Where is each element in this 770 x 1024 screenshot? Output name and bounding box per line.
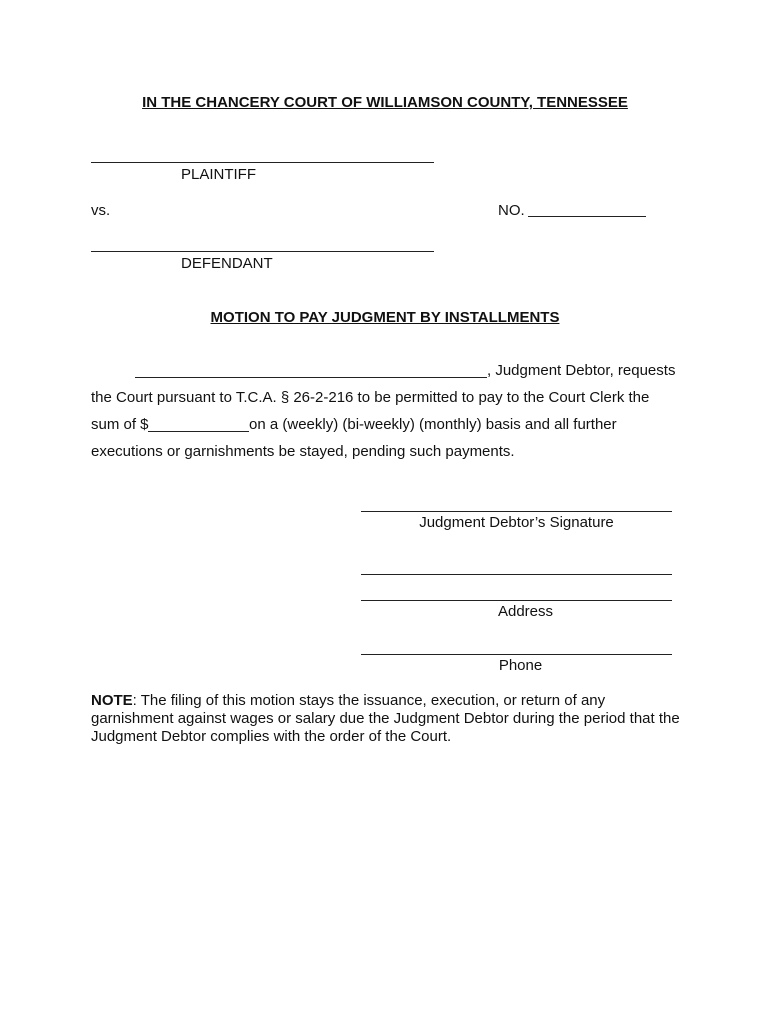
plaintiff-name-line[interactable]	[91, 162, 434, 163]
note-label: NOTE	[91, 692, 133, 709]
court-heading: IN THE CHANCERY COURT OF WILLIAMSON COUNTY, TENNESSEE	[142, 94, 628, 111]
note-text: : The filing of this motion stays the issuance, execution, or return of any garnishment against wages or salary due the Judgment Debtor during the period that the Judgment Debtor complies with the order of the Court.	[91, 692, 680, 745]
body-line-4: executions or garnishments be stayed, pending such payments.	[91, 443, 515, 460]
body-line-3-prefix: sum of $	[91, 416, 149, 433]
address-line-1[interactable]	[361, 574, 672, 575]
plaintiff-label: PLAINTIFF	[181, 166, 257, 183]
case-number-line[interactable]	[528, 216, 646, 217]
defendant-name-line[interactable]	[91, 251, 434, 252]
body-line-1: , Judgment Debtor, requests	[487, 362, 676, 379]
address-line-2[interactable]	[361, 600, 672, 601]
phone-label: Phone	[498, 657, 543, 674]
note-paragraph	[91, 692, 691, 746]
address-label: Address	[497, 603, 554, 620]
case-number-label: NO.	[498, 202, 525, 219]
signature-line[interactable]	[361, 511, 672, 512]
signature-label: Judgment Debtor’s Signature	[419, 514, 614, 531]
defendant-label: DEFENDANT	[181, 255, 273, 272]
installment-amount-line[interactable]	[148, 431, 249, 432]
body-line-3-suffix: on a (weekly) (bi-weekly) (monthly) basis and all further	[249, 416, 617, 433]
motion-title: MOTION TO PAY JUDGMENT BY INSTALLMENTS	[210, 309, 560, 326]
vs-label: vs.	[91, 202, 111, 219]
phone-line[interactable]	[361, 654, 672, 655]
body-line-2: the Court pursuant to T.C.A. § 26-2-216 to be permitted to pay to the Court Clerk the	[91, 389, 650, 406]
judgment-debtor-name-line[interactable]	[135, 377, 487, 378]
